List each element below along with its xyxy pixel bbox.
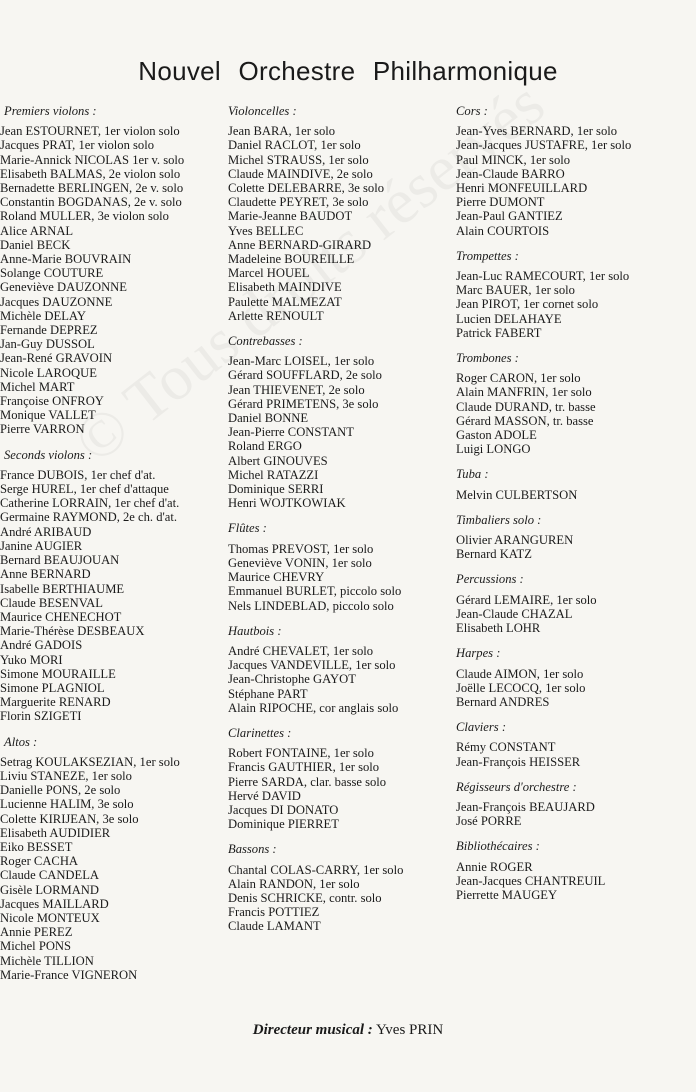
member-entry: Jean-Yves BERNARD, 1er solo [456,124,618,139]
member-entry: Marie-Jeanne BAUDOT [228,209,353,224]
member-entry: Alain RIPOCHE, cor anglais solo [228,700,399,715]
member-entry: Geneviève VONIN, 1er solo [228,555,372,570]
member-entry: Jean PIROT, 1er cornet solo [456,297,599,312]
member-entry: Bernard BEAUJOUAN [0,553,120,568]
member-entry: Claude AIMON, 1er solo [456,666,584,681]
section [456,513,696,562]
member-entry: Luigi LONGO [456,442,531,457]
member-entry: Constantin BOGDANAS, 2e v. solo [0,195,182,210]
member-entry: Florin SZIGETI [0,709,82,724]
member-entry: Rémy CONSTANT [456,740,556,755]
member-entry: Janine AUGIER [0,538,83,553]
section-heading: Altos : [4,734,38,749]
section [228,334,450,510]
member-entry: Bernard KATZ [456,547,532,562]
member-entry: Jean-Pierre CONSTANT [228,425,354,440]
member-entry: Marie-Thérèse DESBEAUX [0,624,145,639]
member-entry: Françoise ONFROY [0,394,104,409]
member-entry: Maurice CHEVRY [228,570,325,585]
member-entry: Elisabeth BALMAS, 2e violon solo [0,166,181,181]
section [456,780,696,829]
section-heading: Seconds violons : [4,447,93,462]
member-entry: Roger CACHA [0,854,79,869]
member-entry: Michel STRAUSS, 1er solo [228,152,369,167]
member-entry: Pierre SARDA, clar. basse solo [228,774,387,789]
member-entry: Joëlle LECOCQ, 1er solo [456,680,586,695]
member-entry: Hervé DAVID [228,788,301,803]
member-entry: Stéphane PART [228,686,308,701]
member-entry: Madeleine BOUREILLE [228,252,355,267]
section [228,842,450,933]
column-2 [228,104,450,945]
section-heading: Trompettes : [456,248,519,263]
section [456,839,696,902]
member-entry: Henri WOJTKOWIAK [228,496,346,511]
member-entry: Anne BERNARD-GIRARD [228,237,372,252]
member-entry: Alice ARNAL [0,223,74,238]
section-heading: Flûtes : [228,521,267,536]
member-entry: Jean THIEVENET, 2e solo [228,382,365,397]
member-entry: Paul MINCK, 1er solo [456,152,571,167]
member-entry: Jean-François HEISSER [456,754,581,769]
section [0,104,222,437]
section [0,448,222,724]
member-entry: José PORRE [456,814,522,829]
member-entry: Henri MONFEUILLARD [456,181,588,196]
member-entry: Marie-Annick NICOLAS 1er v. solo [0,152,185,167]
member-entry: Emmanuel BURLET, piccolo solo [228,584,402,599]
member-entry: André GADOIS [0,638,83,653]
member-entry: Jean BARA, 1er solo [228,124,336,139]
member-entry: Claudette PEYRET, 3e solo [228,195,369,210]
member-entry: Claude MAINDIVE, 2e solo [228,166,373,181]
member-entry: Marc BAUER, 1er solo [456,283,575,298]
member-entry: Elisabeth MAINDIVE [228,280,342,295]
member-entry: André ARIBAUD [0,524,92,539]
member-entry: Isabelle BERTHIAUME [0,581,125,596]
section [456,646,696,709]
member-entry: Anne BERNARD [0,567,91,582]
section [0,735,222,982]
member-entry: Denis SCHRICKE, contr. solo [228,890,382,905]
member-entry: Robert FONTAINE, 1er solo [228,746,374,761]
page-title: Nouvel Orchestre Philharmonique [138,56,558,86]
director-name: Yves PRIN [375,1022,444,1038]
member-entry: Jean-Christophe GAYOT [228,672,356,687]
member-entry: Bernard ANDRES [456,694,550,709]
member-entry: Lucien DELAHAYE [456,311,562,326]
member-entry: Pierre VARRON [0,422,85,437]
member-entry: Marie-France VIGNERON [0,967,138,982]
member-entry: Solange COUTURE [0,266,104,281]
member-entry: Colette KIRIJEAN, 3e solo [0,811,139,826]
member-entry: Jan-Guy DUSSOL [0,337,95,352]
member-entry: Serge HUREL, 1er chef d'attaque [0,482,169,497]
member-entry: Claude CANDELA [0,868,99,883]
member-entry: Michel PONS [0,939,72,954]
member-entry: Nicole LAROQUE [0,365,97,380]
member-entry: Michèle TILLION [0,953,94,968]
section-heading: Cors : [456,104,488,118]
member-entry: Arlette RENOULT [228,308,324,323]
member-entry: Yves BELLEC [228,223,304,238]
member-entry: Francis GAUTHIER, 1er solo [228,760,380,775]
member-entry: Jean-François BEAUJARD [456,799,595,814]
section-heading: Contrebasses : [228,334,303,349]
member-entry: Daniel RACLOT, 1er solo [228,138,361,153]
member-entry: Dominique PIERRET [228,817,339,832]
member-entry: Claude BESENVAL [0,595,103,610]
member-entry: Pierre DUMONT [456,195,545,210]
section [456,249,696,340]
member-entry: Gérard PRIMETENS, 3e solo [228,396,379,411]
member-entry: Michèle DELAY [0,308,86,323]
member-entry: Fernande DEPREZ [0,323,98,338]
member-entry: Jean ESTOURNET, 1er violon solo [0,124,180,139]
member-entry: Dominique SERRI [228,482,324,497]
member-entry: Albert GINOUVES [228,453,328,468]
music-director-line [0,1022,696,1039]
member-entry: Roger CARON, 1er solo [456,371,581,386]
section [456,104,696,238]
section-heading: Violoncelles : [228,104,297,118]
member-entry: Eiko BESSET [0,839,73,854]
section-heading: Hautbois : [228,623,282,638]
member-entry: Thomas PREVOST, 1er solo [228,541,374,556]
section-heading: Clarinettes : [228,725,292,740]
member-entry: Gisèle LORMAND [0,882,99,897]
section-heading: Bassons : [228,842,277,857]
member-entry: Claude DURAND, tr. basse [456,399,596,414]
member-entry: Nicole MONTEUX [0,910,100,925]
section-heading: Harpes : [456,646,501,661]
member-entry: Pierrette MAUGEY [456,887,558,902]
member-entry: Jacques DI DONATO [228,802,339,817]
member-entry: Simone MOURAILLE [0,666,116,681]
section [228,624,450,715]
member-entry: Patrick FABERT [456,325,542,340]
member-entry: Jacques PRAT, 1er violon solo [0,138,155,153]
member-entry: Colette DELEBARRE, 3e solo [228,181,385,196]
member-entry: Jean-Jacques CHANTREUIL [456,873,606,888]
member-entry: Anne-Marie BOUVRAIN [0,252,132,267]
section-heading: Premiers violons : [4,104,97,118]
member-entry: Roland ERGO [228,439,302,454]
section-heading: Bibliothécaires : [456,839,540,854]
section [228,104,450,323]
member-entry: Alain COURTOIS [456,223,550,238]
section [456,467,696,501]
member-entry: Liviu STANEZE, 1er solo [0,768,132,783]
member-entry: Gaston ADOLE [456,428,537,443]
section-heading: Tuba : [456,467,489,482]
member-entry: Maurice CHENECHOT [0,609,122,624]
member-entry: Annie ROGER [456,859,533,874]
member-entry: Marguerite RENARD [0,695,111,710]
section-heading: Timbaliers solo : [456,512,542,527]
member-entry: Gérard SOUFFLARD, 2e solo [228,368,382,383]
column-3 [456,104,696,913]
section-heading: Percussions : [456,572,524,587]
member-entry: Marcel HOUEL [228,266,310,281]
member-entry: Monique VALLET [0,408,96,423]
section [456,351,696,456]
member-entry: Danielle PONS, 2e solo [0,783,121,798]
member-entry: Jacques DAUZONNE [0,294,113,309]
column-1 [0,104,222,993]
section [456,572,696,635]
member-entry: Olivier ARANGUREN [456,533,574,548]
member-entry: Jean-Claude CHAZAL [456,606,573,621]
member-entry: Jean-Paul GANTIEZ [456,209,563,224]
member-entry: Michel MART [0,379,75,394]
member-entry: Daniel BECK [0,237,71,252]
member-entry: Jean-Marc LOISEL, 1er solo [228,354,375,369]
member-entry: Jacques MAILLARD [0,896,109,911]
member-entry: Alain MANFRIN, 1er solo [456,385,592,400]
member-entry: France DUBOIS, 1er chef d'at. [0,467,156,482]
member-entry: Nels LINDEBLAD, piccolo solo [228,598,394,613]
member-entry: Setrag KOULAKSEZIAN, 1er solo [0,754,180,769]
section [228,726,450,831]
member-entry: Jean-René GRAVOIN [0,351,113,366]
section-heading: Claviers : [456,720,507,735]
member-entry: Simone PLAGNIOL [0,680,105,695]
director-role: Directeur musical : [252,1022,373,1038]
member-entry: Michel RATAZZI [228,467,319,482]
member-entry: Jean-Luc RAMECOURT, 1er solo [456,269,630,284]
member-entry: Claude LAMANT [228,919,321,934]
member-entry: André CHEVALET, 1er solo [228,643,374,658]
member-entry: Geneviève DAUZONNE [0,280,127,295]
member-entry: Catherine LORRAIN, 1er chef d'at. [0,496,180,511]
member-entry: Annie PEREZ [0,925,73,940]
section-heading: Trombones : [456,351,519,366]
member-entry: Melvin CULBERTSON [456,487,578,502]
member-entry: Roland MULLER, 3e violon solo [0,209,169,224]
section [456,720,696,769]
member-entry: Jean-Jacques JUSTAFRE, 1er solo [456,138,632,153]
member-entry: Francis POTTIEZ [228,905,320,920]
member-entry: Chantal COLAS-CARRY, 1er solo [228,862,404,877]
member-entry: Jean-Claude BARRO [456,166,565,181]
section-heading: Régisseurs d'orchestre : [456,779,577,794]
member-entry: Jacques VANDEVILLE, 1er solo [228,658,396,673]
section [228,521,450,612]
member-entry: Lucienne HALIM, 3e solo [0,797,134,812]
member-entry: Gérard MASSON, tr. basse [456,413,594,428]
member-entry: Elisabeth LOHR [456,621,541,636]
member-entry: Yuko MORI [0,652,63,667]
member-entry: Elisabeth AUDIDIER [0,825,111,840]
member-entry: Paulette MALMEZAT [228,294,342,309]
member-entry: Bernadette BERLINGEN, 2e v. solo [0,181,184,196]
member-entry: Gérard LEMAIRE, 1er solo [456,592,597,607]
member-entry: Alain RANDON, 1er solo [228,876,360,891]
member-entry: Daniel BONNE [228,411,309,426]
member-entry: Germaine RAYMOND, 2e ch. d'at. [0,510,178,525]
